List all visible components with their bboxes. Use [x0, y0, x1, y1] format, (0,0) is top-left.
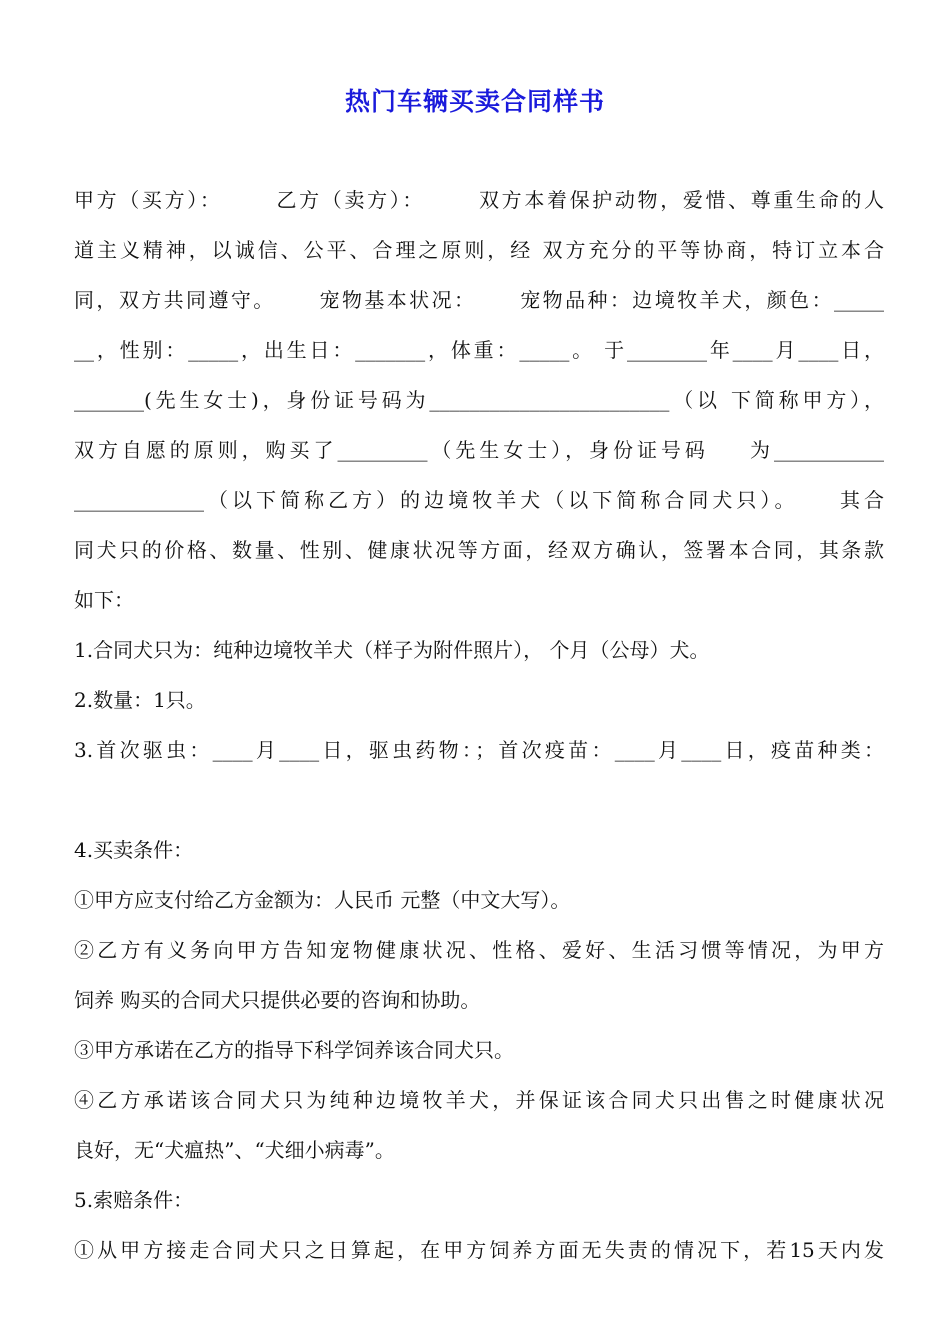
text-line: 饲养 购买的合同犬只提供必要的咨询和协助。 [74, 988, 481, 1012]
text-line: 如下： [74, 588, 134, 612]
text-line: ③甲方承诺在乙方的指导下科学饲养该合同犬只。 [74, 1038, 514, 1062]
section-heading: 4.买卖条件： [74, 838, 194, 862]
text-line: 同，双方共同遵守。 宠物基本状况： 宠物品种：边境牧羊犬，颜色：_____ [74, 288, 884, 312]
text-line: ①从甲方接走合同犬只之日算起，在甲方饲养方面无失责的情况下，若15天内发 [74, 1238, 884, 1262]
text-line: ②乙方有义务向甲方告知宠物健康状况、性格、爱好、生活习惯等情况，为甲方 [74, 938, 884, 962]
text-line: 3.首次驱虫：____月____日，驱虫药物：；首次疫苗：____月____日，疫苗种类： [74, 738, 884, 762]
text-line: 道主义精神，以诚信、公平、合理之原则，经 双方充分的平等协商，特订立本合 [74, 238, 884, 262]
text-line: _______(先生女士)，身份证号码为________________________（以 下简称甲方）， [74, 388, 884, 412]
text-line: 双方自愿的原则，购买了_________（先生女士），身份证号码 为___________ [74, 438, 884, 462]
text-line: 良好，无“犬瘟热”、“犬细小病毒”。 [74, 1138, 395, 1162]
text-line: 2.数量：1只。 [74, 688, 206, 712]
text-line: ①甲方应支付给乙方金额为：人民币 元整（中文大写）。 [74, 888, 571, 912]
text-line: 甲方（买方）： 乙方（卖方）： 双方本着保护动物，爱惜、尊重生命的人 [74, 188, 884, 212]
text-line: __，性别：_____，出生日：_______，体重：_____。 于________年____月____日， [74, 338, 884, 362]
text-line: 同犬只的价格、数量、性别、健康状况等方面，经双方确认，签署本合同，其条款 [74, 538, 884, 562]
text-line: 1.合同犬只为：纯种边境牧羊犬（样子为附件照片）， 个月（公母）犬。 [74, 638, 710, 662]
text-line: ④乙方承诺该合同犬只为纯种边境牧羊犬，并保证该合同犬只出售之时健康状况 [74, 1088, 884, 1112]
text-line: _____________（以下简称乙方）的边境牧羊犬（以下简称合同犬只）。 其合 [74, 488, 884, 512]
document-title: 热门车辆买卖合同样书 [344, 87, 605, 116]
section-heading: 5.索赔条件： [74, 1188, 194, 1212]
